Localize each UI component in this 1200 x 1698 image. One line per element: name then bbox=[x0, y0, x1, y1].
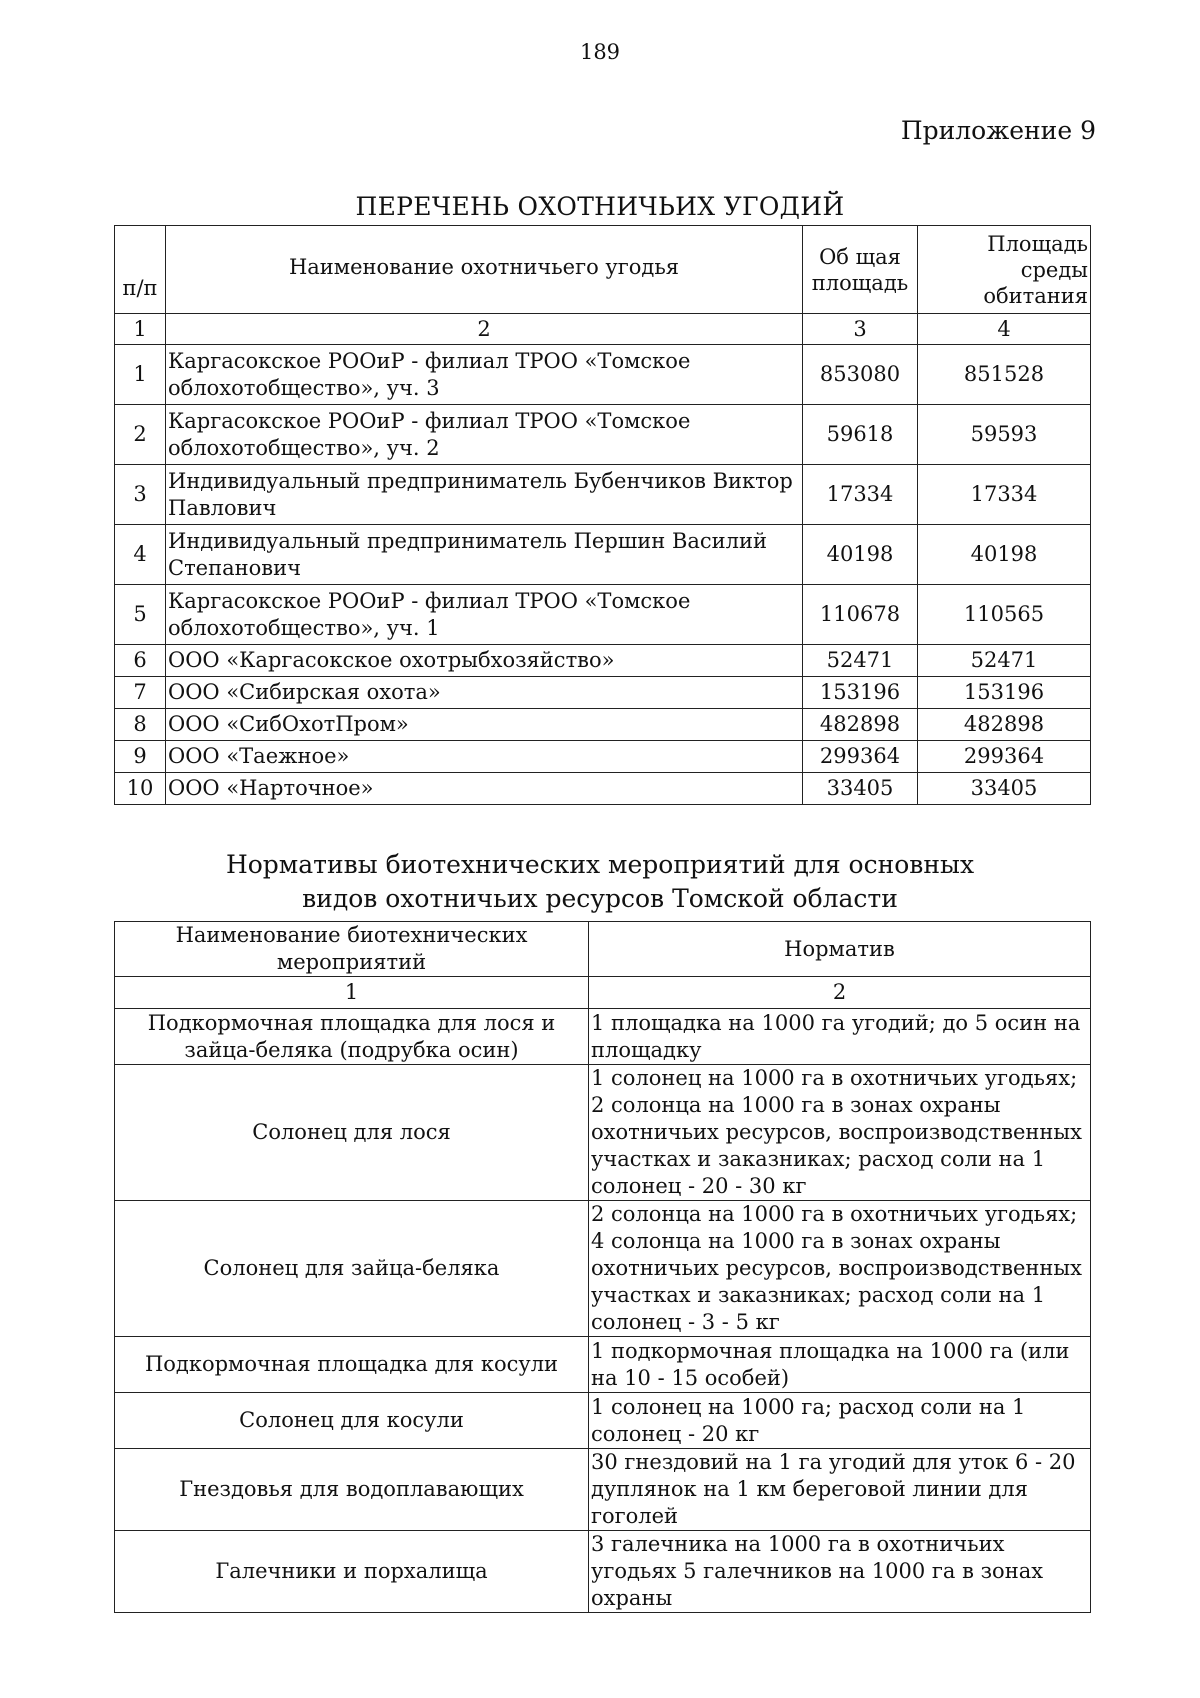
row-habitat-area: 33405 bbox=[918, 773, 1091, 805]
table-row bbox=[115, 773, 1091, 805]
row-number: 5 bbox=[115, 585, 166, 645]
row-name: ООО «Таежное» bbox=[166, 741, 803, 773]
biotech-norms-title-line2: видов охотничьих ресурсов Томской области bbox=[302, 884, 898, 913]
index-cell: 1 bbox=[115, 314, 166, 345]
row-number: 1 bbox=[115, 345, 166, 405]
page-number: 189 bbox=[579, 40, 621, 64]
row-habitat-area: 40198 bbox=[918, 525, 1091, 585]
biotech-norms-title bbox=[0, 848, 1200, 916]
row-norm: 1 солонец на 1000 га в охотничьих угодьях; 2 солонца на 1000 га в зонах охраны охотничьих ресурсов, воспроизводственных участках и заказниках; расход соли на 1 солонец - 20 - 30 кг bbox=[589, 1065, 1091, 1201]
row-name: ООО «Сибирская охота» bbox=[166, 677, 803, 709]
row-measure-name: Солонец для косули bbox=[115, 1393, 589, 1449]
table-row bbox=[115, 1449, 1091, 1531]
row-habitat-area: 299364 bbox=[918, 741, 1091, 773]
index-cell: 2 bbox=[166, 314, 803, 345]
row-habitat-area: 17334 bbox=[918, 465, 1091, 525]
row-name: Индивидуальный предприниматель Бубенчиков Виктор Павлович bbox=[166, 465, 803, 525]
row-habitat-area: 52471 bbox=[918, 645, 1091, 677]
header-habitat-area: Площадь среды обитания bbox=[918, 226, 1091, 314]
row-measure-name: Гнездовья для водоплавающих bbox=[115, 1449, 589, 1531]
row-number: 2 bbox=[115, 405, 166, 465]
table-row bbox=[115, 405, 1091, 465]
row-name: Каргасокское РООиР - филиал ТРОО «Томское облохотобщество», уч. 2 bbox=[166, 405, 803, 465]
row-measure-name: Солонец для зайца-беляка bbox=[115, 1201, 589, 1337]
table-row bbox=[115, 709, 1091, 741]
index-cell: 2 bbox=[589, 977, 1091, 1009]
row-norm: 1 площадка на 1000 га угодий; до 5 осин на площадку bbox=[589, 1009, 1091, 1065]
row-total-area: 33405 bbox=[803, 773, 918, 805]
table-row bbox=[115, 1393, 1091, 1449]
row-total-area: 299364 bbox=[803, 741, 918, 773]
row-number: 10 bbox=[115, 773, 166, 805]
table-row bbox=[115, 741, 1091, 773]
column-index-row bbox=[115, 977, 1091, 1009]
row-measure-name: Солонец для лося bbox=[115, 1065, 589, 1201]
biotech-norms-title-line1: Нормативы биотехнических мероприятий для основных bbox=[225, 850, 975, 879]
row-habitat-area: 110565 bbox=[918, 585, 1091, 645]
header-total-area: Об щая площадь bbox=[803, 226, 918, 314]
row-name: Каргасокское РООиР - филиал ТРОО «Томское облохотобщество», уч. 3 bbox=[166, 345, 803, 405]
row-name: ООО «СибОхотПром» bbox=[166, 709, 803, 741]
row-name: Каргасокское РООиР - филиал ТРОО «Томское облохотобщество», уч. 1 bbox=[166, 585, 803, 645]
row-number: 7 bbox=[115, 677, 166, 709]
row-number: 8 bbox=[115, 709, 166, 741]
row-habitat-area: 482898 bbox=[918, 709, 1091, 741]
row-name: ООО «Каргасокское охотрыбхозяйство» bbox=[166, 645, 803, 677]
header-num: п/п bbox=[115, 226, 166, 314]
row-measure-name: Подкормочная площадка для косули bbox=[115, 1337, 589, 1393]
table-row bbox=[115, 1201, 1091, 1337]
row-total-area: 40198 bbox=[803, 525, 918, 585]
table-row bbox=[115, 1065, 1091, 1201]
row-number: 6 bbox=[115, 645, 166, 677]
row-norm: 3 галечника на 1000 га в охотничьих угодьях 5 галечников на 1000 га в зонах охраны bbox=[589, 1531, 1091, 1613]
row-norm: 30 гнездовий на 1 га угодий для уток 6 - 20 дуплянок на 1 км береговой линии для гоголей bbox=[589, 1449, 1091, 1531]
row-number: 4 bbox=[115, 525, 166, 585]
row-habitat-area: 59593 bbox=[918, 405, 1091, 465]
row-total-area: 59618 bbox=[803, 405, 918, 465]
index-cell: 1 bbox=[115, 977, 589, 1009]
header-name: Наименование охотничьего угодья bbox=[166, 226, 803, 314]
row-habitat-area: 851528 bbox=[918, 345, 1091, 405]
row-norm: 2 солонца на 1000 га в охотничьих угодьях; 4 солонца на 1000 га в зонах охраны охотничьих ресурсов, воспроизводственных участках и заказниках; расход соли на 1 солонец - 3 - 5 кг bbox=[589, 1201, 1091, 1337]
table-row bbox=[115, 465, 1091, 525]
row-total-area: 482898 bbox=[803, 709, 918, 741]
row-total-area: 52471 bbox=[803, 645, 918, 677]
index-cell: 4 bbox=[918, 314, 1091, 345]
row-number: 3 bbox=[115, 465, 166, 525]
table-row bbox=[115, 677, 1091, 709]
appendix-label: Приложение 9 bbox=[900, 116, 1096, 145]
row-measure-name: Подкормочная площадка для лося и зайца-беляка (подрубка осин) bbox=[115, 1009, 589, 1065]
row-total-area: 153196 bbox=[803, 677, 918, 709]
hunting-grounds-table bbox=[114, 225, 1091, 805]
row-name: ООО «Нарточное» bbox=[166, 773, 803, 805]
row-measure-name: Галечники и порхалища bbox=[115, 1531, 589, 1613]
column-index-row bbox=[115, 314, 1091, 345]
table-row bbox=[115, 345, 1091, 405]
table-header-row bbox=[115, 922, 1091, 977]
table-row bbox=[115, 1531, 1091, 1613]
table-row bbox=[115, 1009, 1091, 1065]
table-header-row bbox=[115, 226, 1091, 314]
row-total-area: 17334 bbox=[803, 465, 918, 525]
table-row bbox=[115, 645, 1091, 677]
index-cell: 3 bbox=[803, 314, 918, 345]
table-row bbox=[115, 1337, 1091, 1393]
row-total-area: 110678 bbox=[803, 585, 918, 645]
table-row bbox=[115, 525, 1091, 585]
row-norm: 1 подкормочная площадка на 1000 га (или на 10 - 15 особей) bbox=[589, 1337, 1091, 1393]
hunting-grounds-title: ПЕРЕЧЕНЬ ОХОТНИЧЬИХ УГОДИЙ bbox=[355, 192, 845, 221]
row-total-area: 853080 bbox=[803, 345, 918, 405]
header-measure: Наименование биотехнических мероприятий bbox=[115, 922, 589, 977]
biotech-norms-table bbox=[114, 921, 1091, 1613]
table-row bbox=[115, 585, 1091, 645]
row-number: 9 bbox=[115, 741, 166, 773]
row-name: Индивидуальный предприниматель Першин Василий Степанович bbox=[166, 525, 803, 585]
header-norm: Норматив bbox=[589, 922, 1091, 977]
row-habitat-area: 153196 bbox=[918, 677, 1091, 709]
row-norm: 1 солонец на 1000 га; расход соли на 1 солонец - 20 кг bbox=[589, 1393, 1091, 1449]
